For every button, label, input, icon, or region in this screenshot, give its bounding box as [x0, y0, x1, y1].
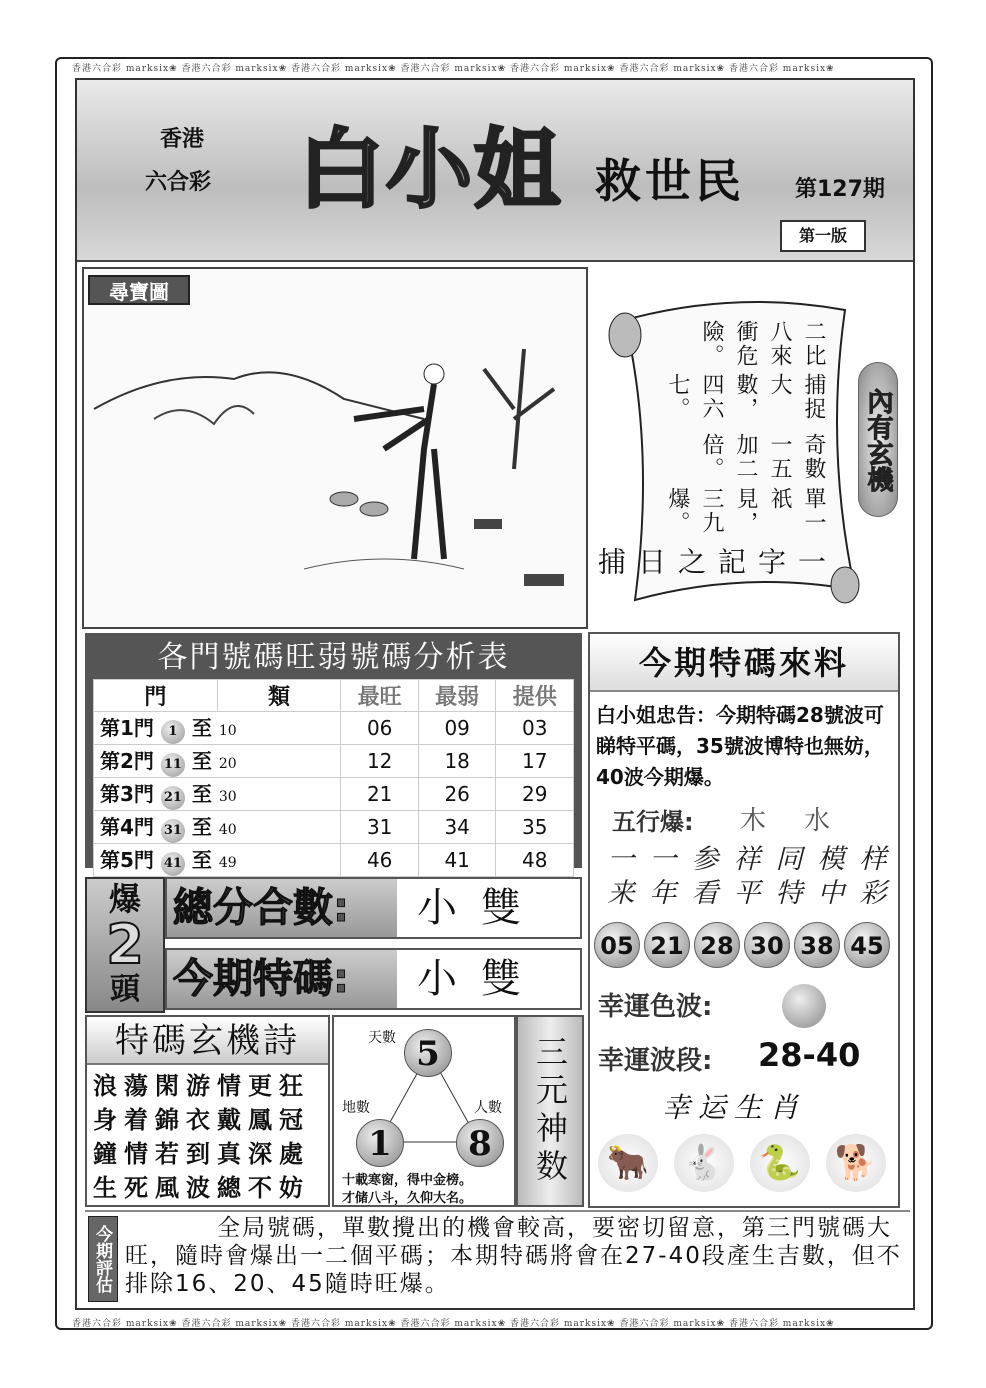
tema-value: 小雙 — [417, 956, 545, 1002]
poem-line: 身着錦衣戴鳳冠 — [93, 1106, 310, 1134]
tema-label: 今期特碼: — [167, 950, 397, 1008]
sum-label: 總分合數: — [167, 879, 397, 937]
col-offer: 提供 — [496, 680, 574, 712]
number-ball: 05 — [594, 922, 640, 968]
border-strip-bottom: 香港六合彩 marksix❀ 香港六合彩 marksix❀ 香港六合彩 marksix❀ 香港六合彩 marksix❀ 香港六合彩 marksix❀ 香港六合彩 marksix❀ 香港六合彩 marksix❀ — [72, 1319, 835, 1329]
wuxing-2: 水 — [804, 806, 831, 836]
table-row — [94, 745, 574, 778]
handwriting-char: 来 — [607, 878, 635, 909]
col-gate: 門 — [94, 680, 218, 712]
offer-number: 48 — [496, 844, 574, 877]
heaven-number: 5 — [404, 1029, 452, 1077]
hot-number: 46 — [341, 844, 419, 877]
hot-number: 12 — [341, 745, 419, 778]
special-panel — [588, 632, 900, 1208]
hidden-meaning-badge: 內有玄機 — [858, 362, 898, 517]
range-to: 10 — [218, 723, 237, 739]
analysis-title: 各門號碼旺弱號碼分析表 — [157, 640, 510, 675]
bao-mid: 2 — [106, 913, 144, 976]
sum-value: 小雙 — [417, 885, 545, 931]
scroll-line: 一字記之日 捕 — [594, 546, 827, 577]
scroll-line: 單一祇見，三九爆。 — [665, 486, 826, 535]
treasure-label: 尋寶圖 — [88, 275, 190, 305]
handwriting-char: 中 — [817, 878, 845, 909]
evaluation — [85, 1210, 910, 1302]
range-to-word: 至 — [191, 749, 212, 773]
number-ball: 38 — [794, 922, 840, 968]
col-cold: 最弱 — [418, 680, 496, 712]
range-to: 40 — [218, 822, 237, 838]
poem-line: 生死風波總不妨 — [93, 1174, 310, 1202]
edition-badge: 第一版 — [780, 220, 866, 252]
gate-label: 第2門 — [100, 749, 154, 773]
range-from: 41 — [161, 852, 185, 876]
table-row — [94, 712, 574, 745]
lucky-color-label: 幸運色波: — [598, 992, 713, 1022]
handwriting-char: 看 — [691, 878, 719, 909]
lucky-color-ball — [782, 984, 826, 1028]
handwriting-char: 参 — [691, 844, 719, 875]
range-from: 21 — [161, 786, 185, 810]
range-to-word: 至 — [191, 848, 212, 872]
range-from: 31 — [161, 819, 185, 843]
range-to-word: 至 — [191, 716, 212, 740]
lucky-range: 28-40 — [758, 1036, 861, 1074]
rabbit-icon: 🐇 — [674, 1134, 734, 1192]
evaluation-text: 全局號碼，單數攪出的機會較高，要密切留意，第三門號碼大旺，隨時會爆出一二個平碼；本期特碼將會在27-40段產生吉數，但不排除16、20、45隨時旺爆。 — [125, 1215, 902, 1297]
human-label: 人數 — [474, 1100, 502, 1116]
number-ball: 45 — [844, 922, 890, 968]
poem-title: 特碼玄機詩 — [87, 1017, 328, 1065]
cold-number: 09 — [418, 712, 496, 745]
handwriting-char: 祥 — [733, 844, 761, 875]
bao-bottom: 頭 — [110, 972, 140, 1007]
gate-label: 第5門 — [100, 848, 154, 872]
wuxing-label: 五行爆: — [612, 808, 694, 836]
table-row — [94, 811, 574, 844]
number-ball: 30 — [744, 922, 790, 968]
range-to-word: 至 — [191, 782, 212, 806]
scroll-line: 二比八來衝危險。 — [699, 320, 826, 368]
col-type: 類 — [217, 680, 341, 712]
hot-number: 31 — [341, 811, 419, 844]
hot-number: 06 — [341, 712, 419, 745]
col-hot: 最旺 — [341, 680, 419, 712]
handwriting-char: 年 — [649, 878, 677, 909]
cold-number: 41 — [418, 844, 496, 877]
verse-1: 十載寒窗，得中金榜。 — [342, 1173, 473, 1188]
range-from: 1 — [161, 720, 185, 744]
gate-label: 第3門 — [100, 782, 154, 806]
handwriting-char: 彩 — [859, 878, 887, 909]
offer-number: 17 — [496, 745, 574, 778]
evaluation-label: 今期評估 — [88, 1216, 118, 1302]
scroll-verse — [594, 290, 860, 610]
handwriting-char: 特 — [775, 878, 803, 909]
poem-line: 鐘情若到真深處 — [93, 1140, 310, 1168]
dog-icon: 🐕 — [826, 1134, 886, 1192]
bao-badge — [85, 877, 165, 1013]
cold-number: 34 — [418, 811, 496, 844]
border-strip-top: 香港六合彩 marksix❀ 香港六合彩 marksix❀ 香港六合彩 marksix❀ 香港六合彩 marksix❀ 香港六合彩 marksix❀ 香港六合彩 marksix❀ 香港六合彩 marksix❀ — [72, 64, 835, 74]
handwriting-char: 模 — [817, 844, 845, 875]
range-to-word: 至 — [191, 815, 212, 839]
offer-number: 29 — [496, 778, 574, 811]
table-row — [94, 778, 574, 811]
masthead-subtitle: 救世民 — [595, 154, 745, 208]
lucky-range-label: 幸運波段: — [598, 1046, 713, 1076]
offer-number: 35 — [496, 811, 574, 844]
offer-number: 03 — [496, 712, 574, 745]
earth-label: 地數 — [342, 1100, 370, 1116]
sanyuan-label: 三元神数 — [516, 1015, 584, 1207]
treasure-illustration — [84, 269, 586, 627]
cold-number: 26 — [418, 778, 496, 811]
gate-label: 第1門 — [100, 716, 154, 740]
scroll-line: 奇數一五加二倍。 — [699, 433, 826, 482]
analysis-table — [85, 633, 582, 872]
region-line1: 香港 — [160, 126, 205, 152]
cold-number: 18 — [418, 745, 496, 778]
issue-number: 第127期 — [795, 177, 885, 202]
range-to: 49 — [218, 855, 237, 871]
triangle-box — [332, 1015, 516, 1207]
treasure-picture — [82, 267, 588, 629]
gate-label: 第4門 — [100, 815, 154, 839]
range-from: 11 — [161, 753, 185, 777]
poem-box — [85, 1015, 330, 1207]
human-number: 8 — [456, 1119, 504, 1167]
sum-row — [165, 877, 582, 939]
special-title: 今期特碼來料 — [590, 634, 898, 692]
heaven-label: 天數 — [368, 1030, 396, 1046]
handwriting-char: 平 — [733, 878, 761, 909]
hot-number: 21 — [341, 778, 419, 811]
region-line2: 六合彩 — [145, 169, 212, 195]
zodiac-label: 幸运生肖 — [662, 1091, 807, 1124]
table-row — [94, 844, 574, 877]
snake-icon: 🐍 — [750, 1134, 810, 1192]
range-to: 30 — [218, 789, 237, 805]
handwriting-char: 一 — [649, 844, 677, 875]
handwriting-char: 同 — [775, 844, 803, 875]
tema-row — [165, 948, 582, 1010]
handwriting-char: 一 — [607, 844, 635, 875]
wuxing-1: 木 — [740, 806, 767, 836]
number-ball: 28 — [694, 922, 740, 968]
poem-line: 浪蕩閑游情更狂 — [93, 1072, 310, 1100]
number-ball: 21 — [644, 922, 690, 968]
verse-2: 才储八斗，久仰大名。 — [342, 1191, 473, 1206]
bao-top: 爆 — [108, 880, 141, 918]
masthead-title: 白小姐 — [298, 120, 562, 220]
advice-text: 白小姐忠告：今期特碼28號波可睇特平碼，35號波博特也無妨，40波今期爆。 — [596, 703, 884, 789]
range-to: 20 — [218, 756, 237, 772]
earth-number: 1 — [356, 1119, 404, 1167]
ox-icon: 🐂 — [598, 1134, 658, 1192]
handwriting-char: 样 — [859, 844, 887, 875]
scroll-line: 捕捉大數，四六七。 — [665, 373, 826, 422]
